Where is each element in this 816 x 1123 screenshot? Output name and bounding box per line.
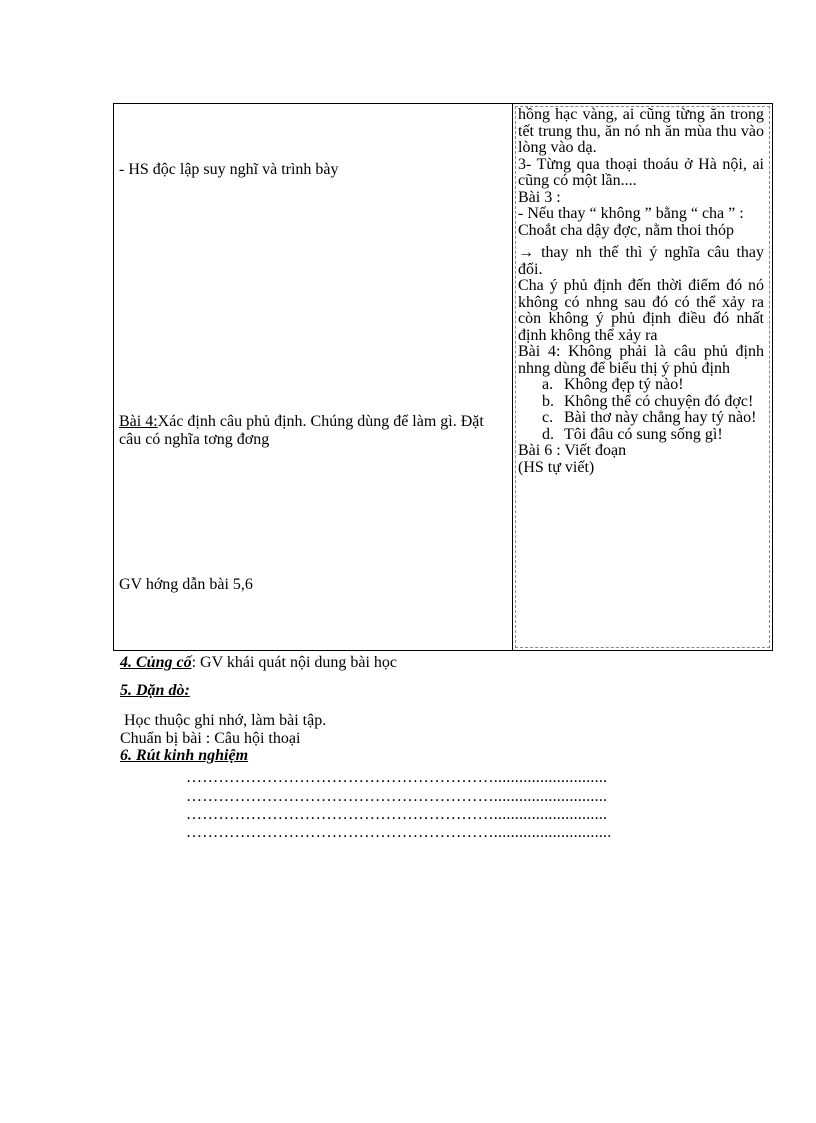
- content-p8: Bài 4: Không phải là câu phủ định nhng dùng để biểu thị ý phủ định: [518, 343, 764, 377]
- experience-heading: [120, 747, 248, 764]
- content-p6: → thay nh thế thì ý nghĩa câu thay đổi.: [518, 244, 764, 278]
- content-p3: Bài 3 :: [518, 188, 561, 206]
- homework-heading-text: 5. Dặn dò:: [120, 682, 190, 699]
- lesson-table: [113, 103, 773, 651]
- list-item: [518, 427, 764, 444]
- content-p1: hồng hạc vàng, ai cũng từng ăn trong tết trung thu, ăn nó nh ăn mùa thu vào lòng vào dạ.: [518, 106, 764, 156]
- content-column: [513, 104, 773, 651]
- left-item-3: GV hớng dẫn bài 5,6: [119, 576, 253, 593]
- list-item-text: Tôi đâu có sung sống gì!: [564, 425, 723, 443]
- content-p5: Choắt cha dậy đợc, nằm thoi thóp: [518, 221, 734, 239]
- list-item: [518, 394, 764, 411]
- list-item: [518, 377, 764, 394]
- left-item-1: - HS độc lập suy nghĩ và trình bày: [119, 161, 339, 178]
- content-p4: - Nếu thay “ không ” bằng “ cha ” :: [518, 205, 744, 222]
- experience-heading-text: 6. Rút kinh nghiệm: [120, 747, 249, 764]
- left-item-2: [119, 413, 506, 449]
- list-item-marker: c.: [542, 409, 554, 426]
- dotted-line-1: …………………………………………………...........................: [186, 769, 608, 786]
- consolidation-heading: 4. Củng cố: [120, 654, 192, 671]
- homework-line-1: Học thuộc ghi nhớ, làm bài tập.: [124, 712, 327, 729]
- list-item-text: Không đẹp tý nào!: [564, 376, 684, 393]
- content-p2: 3- Từng qua thoại thoáu ở Hà nội, ai cũng có một lần....: [518, 155, 764, 189]
- list-item-text: Bài thơ này chẳng hay tý nào!: [564, 409, 757, 426]
- activity-column: [114, 104, 513, 651]
- list-item-text: Không thể có chuyện đó đợc!: [564, 392, 754, 410]
- left-item-2-label: Bài 4:: [119, 413, 158, 430]
- dotted-line-2: …………………………………………………...........................: [186, 788, 608, 805]
- content-p10: (HS tự viết): [518, 458, 595, 476]
- content-p9: Bài 6 : Viết đoạn: [518, 442, 627, 459]
- homework-heading: [120, 682, 190, 699]
- consolidation-text: : GV khái quát nội dung bài học: [191, 654, 398, 671]
- list-item-marker: a.: [542, 376, 554, 393]
- list-item-marker: b.: [542, 392, 554, 410]
- homework-line-2: Chuẩn bị bài : Câu hội thoại: [120, 730, 301, 747]
- list-item: [518, 410, 764, 427]
- left-item-2-text: Xác định câu phủ định. Chúng dùng để làm gì. Đặt câu có nghĩa tơng đơng: [119, 413, 484, 448]
- dotted-line-3: …………………………………………………...........................: [186, 806, 608, 823]
- content-p7: Cha ý phủ định đến thời điểm đó nó không có nhng sau đó có thể xảy ra còn không ý phủ định điều đó nhất định không thể xảy ra: [518, 277, 764, 344]
- content-text: [518, 107, 764, 476]
- dotted-line-4: …………………………………………………............................: [186, 824, 612, 841]
- list-item-marker: d.: [542, 425, 554, 443]
- consolidation-line: [120, 654, 397, 671]
